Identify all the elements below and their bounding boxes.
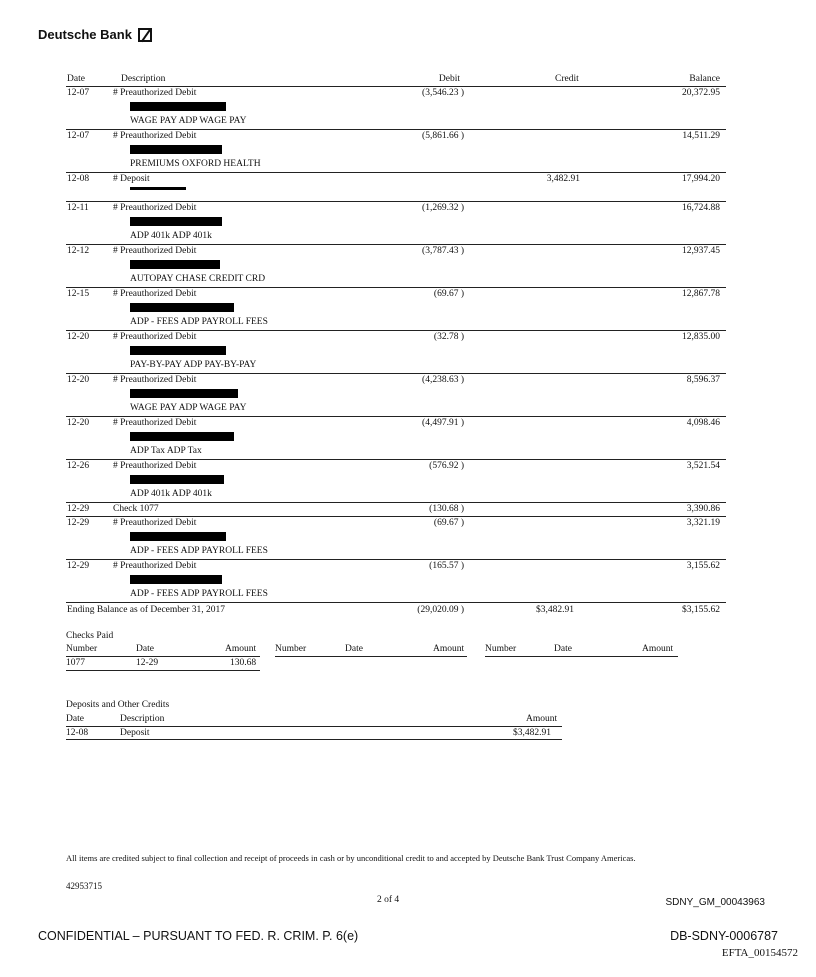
account-number: 42953715 [66,881,102,891]
row-date: 12-12 [67,246,90,256]
db-sdny-stamp: DB-SDNY-0006787 [670,929,778,943]
checks-header-amount-2: Amount [433,644,465,654]
header-date: Date [67,74,85,84]
table-row [66,460,726,503]
page-number: 2 of 4 [377,895,400,905]
table-row [66,130,726,173]
row-detail: WAGE PAY ADP WAGE PAY [130,116,247,126]
row-balance: 12,937.45 [682,246,720,256]
row-debit: (3,546.23 ) [422,88,464,98]
table-row [66,202,726,245]
checks-paid-table [66,644,678,670]
row-description: # Preauthorized Debit [113,332,197,342]
row-date: 12-08 [67,174,90,184]
efta-stamp: EFTA_00154572 [721,947,798,959]
row-detail: PAY-BY-PAY ADP PAY-BY-PAY [130,360,257,370]
redaction-bar [130,475,224,484]
deposits-header-date: Date [66,714,84,724]
check-number: 1077 [66,658,85,668]
deposit-description: Deposit [120,728,150,738]
row-description: # Preauthorized Debit [113,131,197,141]
row-description: # Preauthorized Debit [113,246,197,256]
check-amount: 130.68 [230,658,257,668]
checks-header-amount-3: Amount [642,644,674,654]
footnote: All items are credited subject to final collection and receipt of proceeds in cash or by unconditional credit to and accepted by Deutsche Bank Trust Company Americas. [66,853,636,863]
ending-balance: $3,155.62 [682,605,720,615]
transactions-table [66,73,726,617]
table-row [66,374,726,417]
row-description: # Preauthorized Debit [113,88,197,98]
row-date: 12-20 [67,375,90,385]
row-balance: 20,372.95 [682,88,720,98]
row-debit: (165.57 ) [429,561,464,571]
checks-header-number-2: Number [275,644,307,654]
checks-header-date: Date [136,644,154,654]
row-date: 12-20 [67,418,90,428]
row-balance: 8,596.37 [686,375,720,385]
checks-header-number: Number [66,644,98,654]
row-debit: (1,269.32 ) [422,203,464,213]
table-row [66,288,726,331]
table-row [66,173,726,202]
table-row [66,417,726,460]
deposits-header-rule [66,726,562,727]
redaction-bar [130,145,222,154]
row-balance: 3,155.62 [686,561,720,571]
sdny-gm-stamp: SDNY_GM_00043963 [665,897,765,908]
checks-header-date-3: Date [554,644,572,654]
row-description: # Preauthorized Debit [113,203,197,213]
row-date: 12-15 [67,289,90,299]
row-description: # Preauthorized Debit [113,418,197,428]
redaction-bar [130,432,234,441]
deposit-amount: $3,482.91 [513,728,551,738]
row-date: 12-11 [67,203,89,213]
row-debit: (576.92 ) [429,461,464,471]
row-date: 12-26 [67,461,90,471]
redaction-bar [130,532,226,541]
bank-name: Deutsche Bank [38,27,132,42]
deposits-table [66,712,562,740]
deutsche-bank-logo-icon [138,28,152,42]
row-date: 12-29 [67,561,90,571]
redaction-bar [130,575,222,584]
ending-debit: (29,020.09 ) [417,605,464,615]
ending-label: Ending Balance as of December 31, 2017 [67,605,226,615]
deposits-header-description: Description [120,714,165,724]
row-balance: 12,835.00 [682,332,720,342]
deposits-title: Deposits and Other Credits [66,700,170,710]
row-date: 12-20 [67,332,90,342]
checks-header-number-3: Number [485,644,517,654]
row-detail: WAGE PAY ADP WAGE PAY [130,403,247,413]
row-detail: PREMIUMS OXFORD HEALTH [130,159,261,169]
row-detail: AUTOPAY CHASE CREDIT CRD [130,274,266,284]
row-detail: ADP Tax ADP Tax [130,446,202,456]
ending-balance-row [66,603,726,617]
row-description: # Preauthorized Debit [113,561,197,571]
header-debit: Debit [438,74,460,84]
redaction-bar [130,187,186,190]
row-detail: ADP - FEES ADP PAYROLL FEES [130,317,268,327]
deposits-header-amount: Amount [526,714,558,724]
checks-paid-title: Checks Paid [66,631,114,641]
row-description: # Preauthorized Debit [113,289,197,299]
row-credit: 3,482.91 [546,174,580,184]
row-balance: 12,867.78 [682,289,720,299]
row-balance: 16,724.88 [682,203,720,213]
deposit-date: 12-08 [66,728,89,738]
checks-header-amount: Amount [225,644,257,654]
redaction-bar [130,389,238,398]
redaction-bar [130,346,226,355]
checks-header-rule-3 [485,656,678,657]
redaction-bar [130,260,220,269]
row-detail: ADP 401k ADP 401k [130,231,212,241]
confidential-notice: CONFIDENTIAL – PURSUANT TO FED. R. CRIM. P. 6(e) [38,929,359,943]
header-balance: Balance [689,74,720,84]
checks-header-date-2: Date [345,644,363,654]
table-row [66,503,726,517]
row-description: Check 1077 [113,504,159,514]
row-balance: 3,390.86 [686,504,720,514]
table-row [66,331,726,374]
row-debit: (32.78 ) [433,332,464,342]
row-balance: 4,098.46 [686,418,720,428]
row-date: 12-29 [67,518,90,528]
row-debit: (4,238.63 ) [422,375,464,385]
row-balance: 3,321.19 [686,518,720,528]
row-balance: 17,994.20 [682,174,720,184]
row-debit: (4,497.91 ) [422,418,464,428]
table-row [66,560,726,603]
row-detail: ADP 401k ADP 401k [130,489,212,499]
row-description: # Deposit [113,174,150,184]
row-detail: ADP - FEES ADP PAYROLL FEES [130,546,268,556]
row-debit: (69.67 ) [433,518,464,528]
row-debit: (3,787.43 ) [422,246,464,256]
checks-row-rule [66,670,260,671]
check-date: 12-29 [136,658,159,668]
row-date: 12-07 [67,131,90,141]
bank-logo [38,27,152,42]
row-balance: 3,521.54 [686,461,720,471]
row-balance: 14,511.29 [682,131,720,141]
row-debit: (130.68 ) [429,504,464,514]
table-row [66,517,726,560]
row-date: 12-07 [67,88,90,98]
row-description: # Preauthorized Debit [113,375,197,385]
row-description: # Preauthorized Debit [113,518,197,528]
table-header [66,73,726,87]
row-debit: (5,861.66 ) [422,131,464,141]
checks-header-rule-2 [275,656,467,657]
ending-credit: $3,482.91 [536,605,574,615]
row-debit: (69.67 ) [433,289,464,299]
header-credit: Credit [555,74,579,84]
checks-header-rule-1 [66,656,260,657]
redaction-bar [130,217,222,226]
row-detail: ADP - FEES ADP PAYROLL FEES [130,589,268,599]
row-date: 12-29 [67,504,90,514]
redaction-bar [130,303,234,312]
redaction-bar [130,102,226,111]
table-row [66,87,726,130]
table-row [66,245,726,288]
header-description: Description [121,74,166,84]
row-description: # Preauthorized Debit [113,461,197,471]
deposits-row-rule [66,739,562,740]
